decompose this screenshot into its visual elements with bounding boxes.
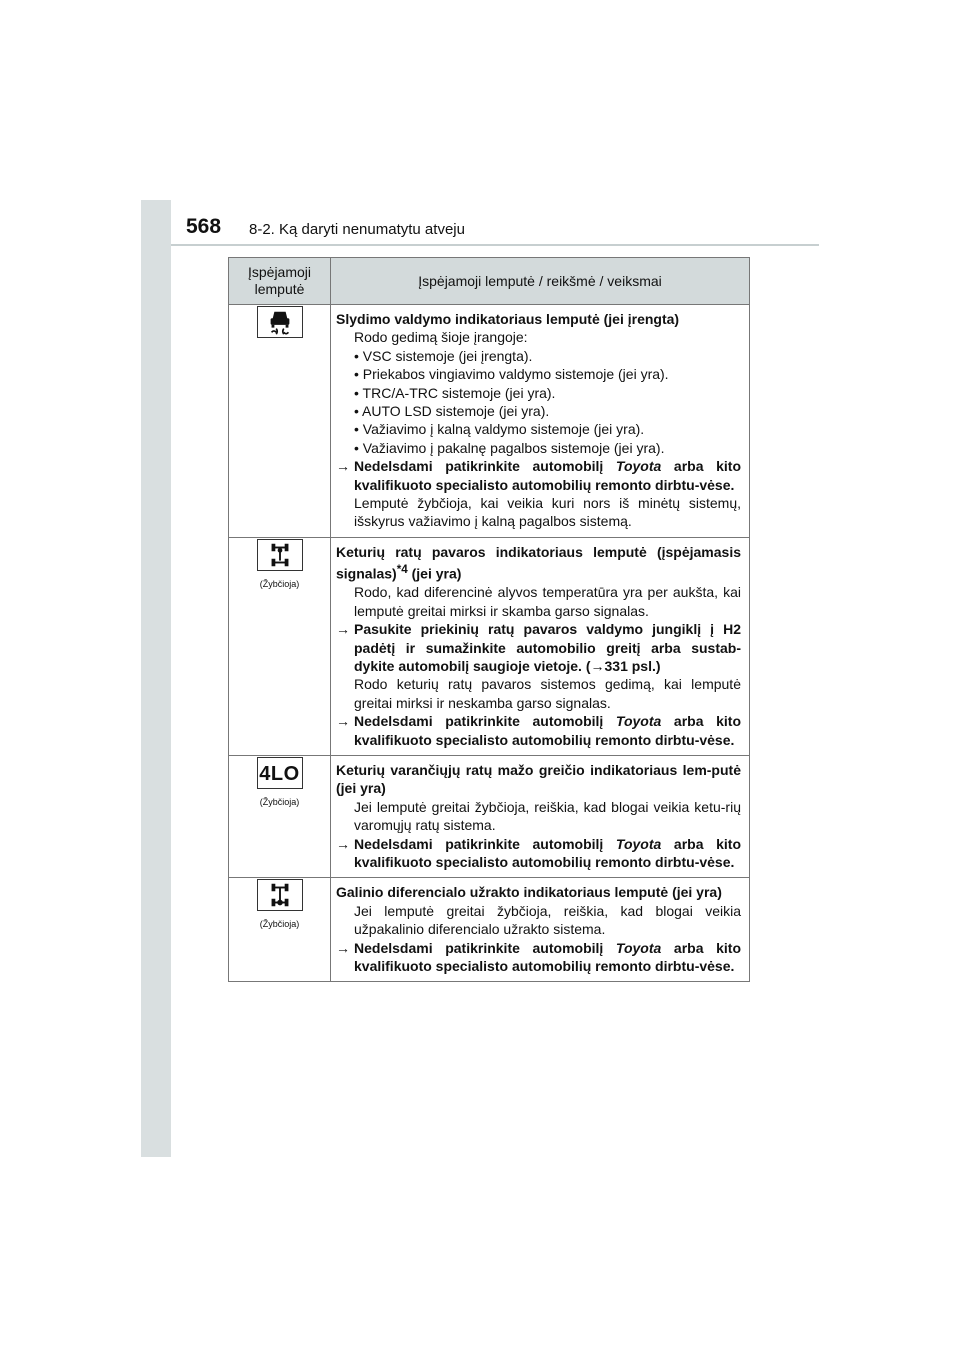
row-text: Rodo gedimą šioje įrangoje: [354,329,528,346]
table-header-row [229,258,750,305]
section-title: 8-2. Ką daryti nenumatytu atveju [249,221,465,238]
description-cell [331,305,750,538]
bullet-glyph: • [354,421,359,438]
arrow-glyph: → [336,458,350,475]
action-text: arba kito kvalifikuoto specialisto automobilių remonto dirbtu-vėse. [354,458,742,493]
brand-name: Toyota [615,458,662,475]
description-cell [331,756,750,878]
brand-name: Toyota [615,835,662,852]
footnote-ref: *4 [396,563,408,577]
action-item [336,939,741,976]
arrow-glyph: → [336,939,350,956]
four-wheel-drive-icon [257,539,303,571]
brand-name: Toyota [615,939,662,956]
description-cell [331,878,750,982]
row-title: Galinio diferencialo užrakto indikatoriaus lemputė (jei yra) [336,884,722,901]
action-item [336,620,741,675]
table-row [229,537,750,755]
list-item [336,384,741,402]
warning-lights-table [228,257,750,982]
page-reference: 331 psl.) [604,657,661,674]
action-text: Nedelsdami patikrinkite automobilį [354,713,616,730]
action-text: Nedelsdami patikrinkite automobilį [354,835,616,852]
action-item [336,835,741,872]
icon-cell [229,305,331,538]
action-text: arba kito kvalifikuoto specialisto automobilių remonto dirbtu-vėse. [354,713,742,748]
arrow-glyph: → [336,835,350,852]
list-item-text: Važiavimo į pakalnę pagalbos sistemoje (jei yra). [362,439,665,456]
row-text: Rodo keturių ratų pavaros sistemos gedimą, kai lemputė greitai mirksi ir neskamba garso signalas. [354,676,741,711]
bullet-glyph: • [354,384,359,401]
action-text: Nedelsdami patikrinkite automobilį [354,939,616,956]
bullet-glyph: • [354,403,359,420]
list-item [336,420,741,438]
icon-cell [229,878,331,982]
description-cell [331,537,750,755]
list-item [336,347,741,365]
col-header-light: Įspėjamoji lemputė [229,258,331,305]
list-item-text: Važiavimo į kalną valdymo sistemoje (jei yra). [362,421,645,438]
bullet-glyph: • [354,366,359,383]
row-note: Lemputė žybčioja, kai veikia kuri nors iš minėtų sistemų, išskyrus važiavimo į kalną pagalbos sistemą. [354,495,741,530]
blinking-caption: (Žybčioja) [259,919,300,930]
list-item-text: Priekabos vingiavimo valdymo sistemoje (jei yra). [362,366,669,383]
action-text: Nedelsdami patikrinkite automobilį [354,458,616,475]
slip-indicator-icon [257,306,303,338]
icon-cell [229,537,331,755]
header-rule [171,244,819,246]
arrow-glyph: → [336,621,350,638]
table-row [229,756,750,878]
table-row [229,305,750,538]
table-row [229,878,750,982]
arrow-glyph: → [590,657,605,674]
row-title: Keturių varančiųjų ratų mažo greičio indikatoriaus lem-putė (jei yra) [336,762,741,797]
brand-name: Toyota [615,713,662,730]
list-item-text: VSC sistemoje (jei įrengta). [362,347,533,364]
bullet-glyph: • [354,439,359,456]
blinking-caption: (Žybčioja) [259,578,300,589]
action-text: arba kito kvalifikuoto specialisto automobilių remonto dirbtu-vėse. [354,939,742,975]
list-item-text: AUTO LSD sistemoje (jei yra). [362,403,550,420]
blinking-caption: (Žybčioja) [259,797,300,807]
icon-cell [229,756,331,878]
list-item-text: TRC/A-TRC sistemoje (jei yra). [362,384,556,401]
row-text: Jei lemputė greitai žybčioja, reiškia, kad blogai veikia ketu-rių varomųjų ratų sistema. [354,798,741,834]
row-title: Slydimo valdymo indikatoriaus lemputė (jei įrengta) [336,311,680,327]
row-title [336,543,741,583]
col-header-meaning: Įspėjamoji lemputė / reikšmė / veiksmai [331,258,750,305]
action-item [336,457,741,494]
row-title-text: (jei yra) [407,565,462,582]
list-item [336,365,741,383]
row-title-text: Keturių ratų pavaros indikatoriaus lemputė (įspėjamasis signalas) [336,543,741,582]
page-number: 568 [186,215,222,238]
list-item [336,402,741,420]
rear-diff-lock-icon [257,879,303,911]
bullet-glyph: • [354,347,359,364]
action-item [336,712,741,749]
action-text: Pasukite priekinių ratų pavaros valdymo jungiklį į H2 padėtį ir sumažinkite automobilio greitį arba sustab-dykite automobilį saugioje vietoje. ( [354,621,741,674]
action-text: arba kito kvalifikuoto specialisto automobilių remonto dirbtu-vėse. [354,835,742,871]
4lo-icon: 4LO [257,757,303,789]
page-edge-tab [141,200,171,1157]
row-text: Rodo, kad diferencinė alyvos temperatūra yra per aukšta, kai lemputė greitai mirksi ir skamba garso signalas. [354,584,741,619]
arrow-glyph: → [336,713,350,730]
row-text: Jei lemputė greitai žybčioja, reiškia, kad blogai veikia užpakalinio diferencialo užrakto sistema. [354,902,741,938]
list-item [336,439,741,457]
